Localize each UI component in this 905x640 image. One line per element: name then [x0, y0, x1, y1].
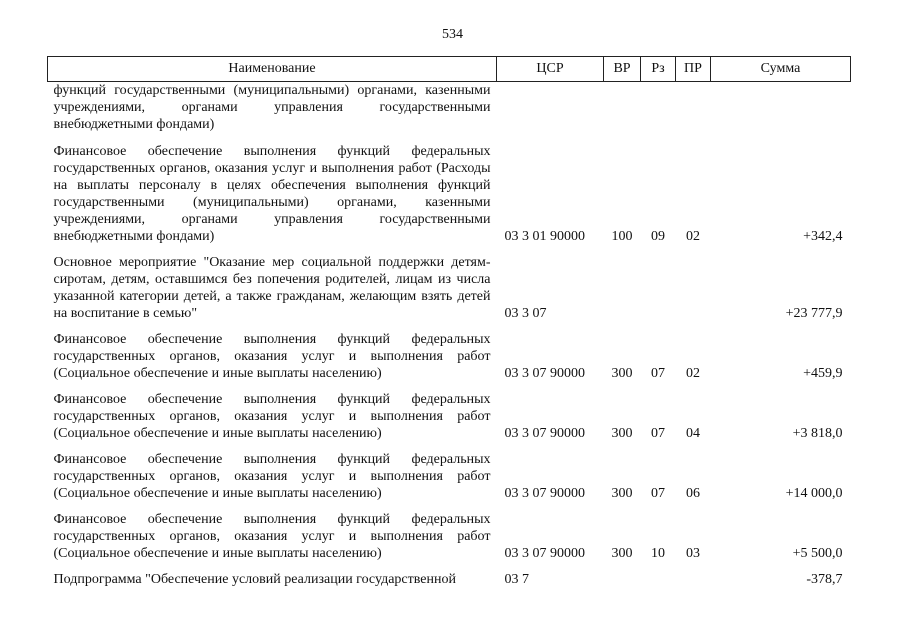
- row-sum: +5 500,0: [792, 546, 843, 561]
- row-vr: 100: [611, 229, 633, 244]
- row-rz: [641, 254, 676, 322]
- row-rz: 07: [651, 426, 665, 441]
- row-vr: 300: [611, 366, 633, 381]
- table-row: [48, 82, 851, 144]
- row-vr: [604, 254, 641, 322]
- row-name: Финансовое обеспечение выполнения функций федеральных государственных органов, оказания услуг и выполнения работ (Расходы на выплаты персоналу в целях обеспечения выполнения функций государственными (муниципальными) органами, казенными учреждениями, органами управления государственными внебюджетными фондами): [53, 144, 491, 244]
- row-rz: [641, 82, 676, 144]
- table-header-row: [48, 57, 851, 82]
- row-pr: 03: [686, 546, 700, 561]
- row-vr: 300: [611, 426, 633, 441]
- table-row: [48, 143, 851, 245]
- table-row: [48, 331, 851, 382]
- row-rz: 07: [651, 486, 665, 501]
- table-row: [48, 254, 851, 322]
- table-row: [48, 451, 851, 502]
- row-name: Финансовое обеспечение выполнения функций федеральных государственных органов, оказания услуг и выполнения работ (Социальное обеспечение и иные выплаты населению): [53, 392, 491, 441]
- row-pr: [676, 571, 711, 588]
- row-sum: -378,7: [806, 572, 843, 587]
- budget-table: [47, 56, 851, 588]
- row-sum: [711, 82, 851, 144]
- header-pr: ПР: [676, 57, 711, 82]
- row-vr: 300: [611, 486, 633, 501]
- row-csr: 03 3 07 90000: [504, 546, 585, 561]
- row-name: Подпрограмма "Обеспечение условий реализации государственной: [53, 572, 456, 587]
- row-vr: [604, 82, 641, 144]
- header-vr: ВР: [604, 57, 641, 82]
- row-csr: 03 3 07 90000: [504, 426, 585, 441]
- row-pr: [676, 82, 711, 144]
- row-pr: 06: [686, 486, 700, 501]
- row-vr: 300: [611, 546, 633, 561]
- page-number: 534: [442, 27, 463, 42]
- row-name: Основное мероприятие "Оказание мер социальной поддержки детям-сиротам, детям, оставшимся без попечения родителей, лицам из числа указанной категории детей, а также гражданам, желающим взять детей на воспитание в семью": [53, 255, 491, 321]
- row-vr: [604, 571, 641, 588]
- table-row: [48, 571, 851, 588]
- row-csr: 03 3 01 90000: [504, 229, 585, 244]
- row-csr: 03 7: [504, 572, 529, 587]
- header-csr: ЦСР: [497, 57, 604, 82]
- row-rz: 07: [651, 366, 665, 381]
- row-pr: 04: [686, 426, 700, 441]
- table-row: [48, 391, 851, 442]
- header-name: Наименование: [48, 57, 497, 82]
- table-row: [48, 511, 851, 562]
- row-name: Финансовое обеспечение выполнения функций федеральных государственных органов, оказания услуг и выполнения работ (Социальное обеспечение и иные выплаты населению): [53, 452, 491, 501]
- row-sum: +342,4: [803, 229, 843, 244]
- row-csr: [497, 82, 604, 144]
- row-rz: 09: [651, 229, 665, 244]
- row-name: функций государственными (муниципальными) органами, казенными учреждениями, органами управления государственными внебюджетными фондами): [53, 83, 491, 132]
- row-sum: +23 777,9: [785, 306, 843, 321]
- header-rz: Рз: [641, 57, 676, 82]
- header-sum: Сумма: [711, 57, 851, 82]
- row-csr: 03 3 07 90000: [504, 486, 585, 501]
- row-sum: +3 818,0: [792, 426, 843, 441]
- row-pr: 02: [686, 229, 700, 244]
- row-name: Финансовое обеспечение выполнения функций федеральных государственных органов, оказания услуг и выполнения работ (Социальное обеспечение и иные выплаты населению): [53, 332, 491, 381]
- row-name: Финансовое обеспечение выполнения функций федеральных государственных органов, оказания услуг и выполнения работ (Социальное обеспечение и иные выплаты населению): [53, 512, 491, 561]
- row-pr: 02: [686, 366, 700, 381]
- row-rz: [641, 571, 676, 588]
- row-csr: 03 3 07: [504, 306, 547, 321]
- row-rz: 10: [651, 546, 665, 561]
- row-csr: 03 3 07 90000: [504, 366, 585, 381]
- row-pr: [676, 254, 711, 322]
- row-sum: +14 000,0: [785, 486, 843, 501]
- row-sum: +459,9: [803, 366, 843, 381]
